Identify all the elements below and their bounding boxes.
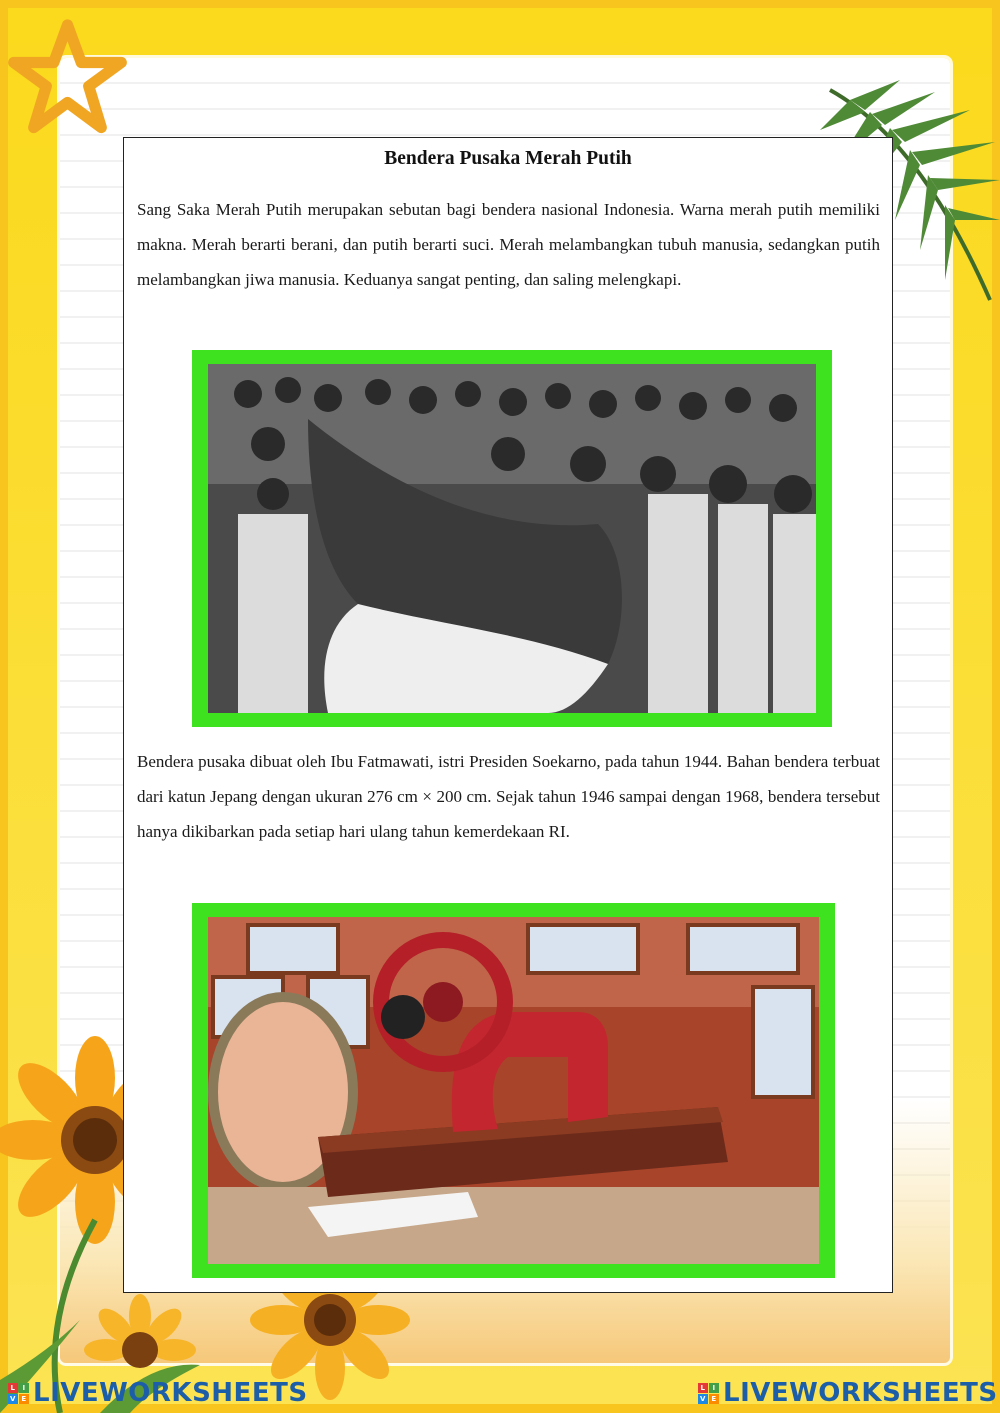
liveworksheets-logo-icon: L I V E: [698, 1383, 719, 1404]
history-paragraph: Bendera pusaka dibuat oleh Ibu Fatmawati, istri Presiden Soekarno, pada tahun 1944. Bahan bendera terbuat dari katun Jepang dengan ukuran 276 cm × 200 cm. Sejak tahun 1946 sampai dengan 1968, bendera tersebut hanya dikibarkan pada setiap hari ulang tahun kemerdekaan RI.: [137, 752, 880, 841]
sewing-machine-photo-frame: [192, 903, 835, 1278]
intro-paragraph: Sang Saka Merah Putih merupakan sebutan bagi bendera nasional Indonesia. Warna merah putih memiliki makna. Merah berarti berani, dan putih berarti suci. Merah melambangkan tubuh manusia, sedangkan putih melambangkan jiwa manusia. Keduanya sangat penting, dan saling melengkapi.: [137, 200, 880, 289]
liveworksheets-logo-icon: L I V E: [8, 1383, 29, 1404]
historic-flag-photo: [208, 364, 816, 713]
historic-flag-photo-frame: [192, 350, 832, 727]
star-decoration-icon: [5, 15, 130, 140]
page-title: Bendera Pusaka Merah Putih: [384, 148, 632, 169]
sewing-machine-photo: [208, 917, 819, 1264]
liveworksheets-brand-left: [8, 1378, 308, 1408]
brand-text: LIVEWORKSHEETS: [723, 1378, 998, 1408]
brand-text: LIVEWORKSHEETS: [33, 1378, 308, 1408]
liveworksheets-brand-right: [698, 1378, 998, 1408]
